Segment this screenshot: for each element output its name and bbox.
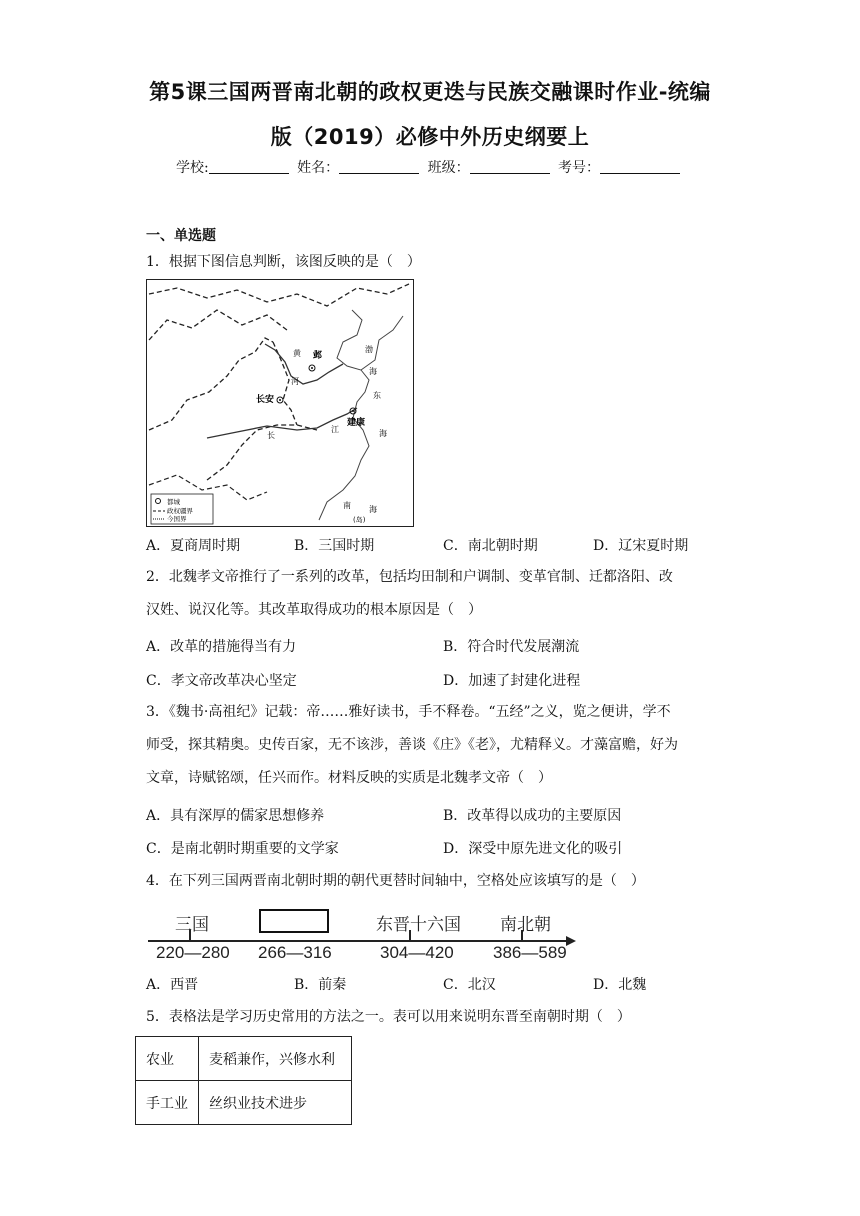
name-blank[interactable] <box>339 159 419 174</box>
timeline-date-4: 386—589 <box>493 943 567 962</box>
q4-timeline <box>148 906 588 964</box>
q5-stem: 5．表格法是学习历史常用的方法之一。表可以用来说明东晋至南朝时期（ ） <box>146 1009 631 1025</box>
q2-option-d[interactable]: D．加速了封建化进程 <box>443 673 581 689</box>
table-row <box>136 1081 352 1125</box>
map-label-hai: 海 <box>369 367 377 376</box>
timeline-date-2: 266—316 <box>258 943 332 962</box>
table-cell: 农业 <box>136 1037 199 1081</box>
timeline-label-dongjin: 东晋十六国 <box>376 915 461 934</box>
class-label: 班级： <box>427 160 470 176</box>
section-heading: 一、单选题 <box>146 228 216 244</box>
table-cell: 麦稻兼作，兴修水利 <box>199 1037 352 1081</box>
q3-option-c[interactable]: C．是南北朝时期重要的文学家 <box>146 841 339 857</box>
timeline-date-1: 220—280 <box>156 943 230 962</box>
name-label: 姓名： <box>297 160 340 176</box>
legend-boundary: 政权疆界 <box>167 507 193 515</box>
exam-no-blank[interactable] <box>600 159 680 174</box>
q3-option-a[interactable]: A．具有深厚的儒家思想修养 <box>146 808 325 824</box>
page-title-line2: 版（2019）必修中外历史纲要上 <box>270 125 590 149</box>
q4-stem: 4．在下列三国两晋南北朝时期的朝代更替时间轴中，空格处应该填写的是（ ） <box>146 873 645 889</box>
q1-option-a[interactable]: A．夏商周时期 <box>146 538 241 554</box>
q3-line1: 3．《魏书·高祖纪》记载：帝……雅好读书，手不释卷。“五经”之义，览之便讲，学不 <box>146 704 671 720</box>
q2-stem-line2: 汉姓、说汉化等。其改革取得成功的根本原因是（ ） <box>146 602 482 618</box>
q3-option-b[interactable]: B．改革得以成功的主要原因 <box>443 808 622 824</box>
q1-option-d[interactable]: D．辽宋夏时期 <box>593 538 689 554</box>
q3-line2: 师受，探其精奥。史传百家，无不该涉，善谈《庄》《老》，尤精释义。才藻富赡，好为 <box>146 737 678 753</box>
q1-stem: 1．根据下图信息判断，该图反映的是（ ） <box>146 254 421 270</box>
q4-option-a[interactable]: A．西晋 <box>146 977 199 993</box>
map-label-huang: 黄 <box>293 349 301 358</box>
map-label-he: 河 <box>291 377 299 386</box>
map-label-ye: 邺 <box>313 351 323 361</box>
q2-option-a[interactable]: A．改革的措施得当有力 <box>146 639 297 655</box>
q5-table <box>135 1036 352 1125</box>
map-label-bo: 渤 <box>365 345 373 354</box>
q3-option-d[interactable]: D．深受中原先进文化的吸引 <box>443 841 623 857</box>
q4-option-d[interactable]: D．北魏 <box>593 977 647 993</box>
timeline-label-nanbeichao: 南北朝 <box>500 915 551 934</box>
q1-option-b[interactable]: B．三国时期 <box>294 538 375 554</box>
map-label-nan-hai: 海 <box>369 505 377 514</box>
map-label-island: (岛) <box>353 516 366 524</box>
school-label: 学校: <box>175 160 209 176</box>
exam-no-label: 考号： <box>558 160 601 176</box>
map-label-changan: 长安 <box>256 395 275 405</box>
table-cell: 手工业 <box>136 1081 199 1125</box>
table-row <box>136 1037 352 1081</box>
map-label-jiang: 江 <box>331 425 339 434</box>
map-label-jiankang: 建康 <box>347 418 366 428</box>
timeline-date-3: 304—420 <box>380 943 454 962</box>
map-label-dong-hai: 海 <box>379 429 387 438</box>
q1-map <box>146 279 414 527</box>
q1-option-c[interactable]: C．南北朝时期 <box>443 538 538 554</box>
class-blank[interactable] <box>470 159 550 174</box>
q2-option-c[interactable]: C．孝文帝改革决心坚定 <box>146 673 297 689</box>
legend-national-border: 今国界 <box>167 515 187 523</box>
q4-option-b[interactable]: B．前秦 <box>294 977 347 993</box>
q2-stem-line1: 2．北魏孝文帝推行了一系列的改革，包括均田制和户调制、变革官制、迁都洛阳、改 <box>146 569 673 585</box>
q3-line3: 文章，诗赋铭颂，任兴而作。材料反映的实质是北魏孝文帝（ ） <box>146 770 552 786</box>
legend-capital: 都城 <box>167 498 180 506</box>
q4-option-c[interactable]: C．北汉 <box>443 977 496 993</box>
timeline-blank-box <box>260 910 328 932</box>
map-label-dong: 东 <box>373 391 381 400</box>
q2-option-b[interactable]: B．符合时代发展潮流 <box>443 639 580 655</box>
q1-map-svg <box>147 280 413 526</box>
page-title-line1: 第5课三国两晋南北朝的政权更迭与民族交融课时作业-统编 <box>149 80 711 104</box>
map-label-chang: 长 <box>267 431 275 440</box>
timeline-label-sanguo: 三国 <box>175 915 209 934</box>
school-blank[interactable] <box>209 159 289 174</box>
map-label-nan: 南 <box>343 501 351 510</box>
table-cell: 丝织业技术进步 <box>199 1081 352 1125</box>
student-info-line <box>0 157 860 177</box>
